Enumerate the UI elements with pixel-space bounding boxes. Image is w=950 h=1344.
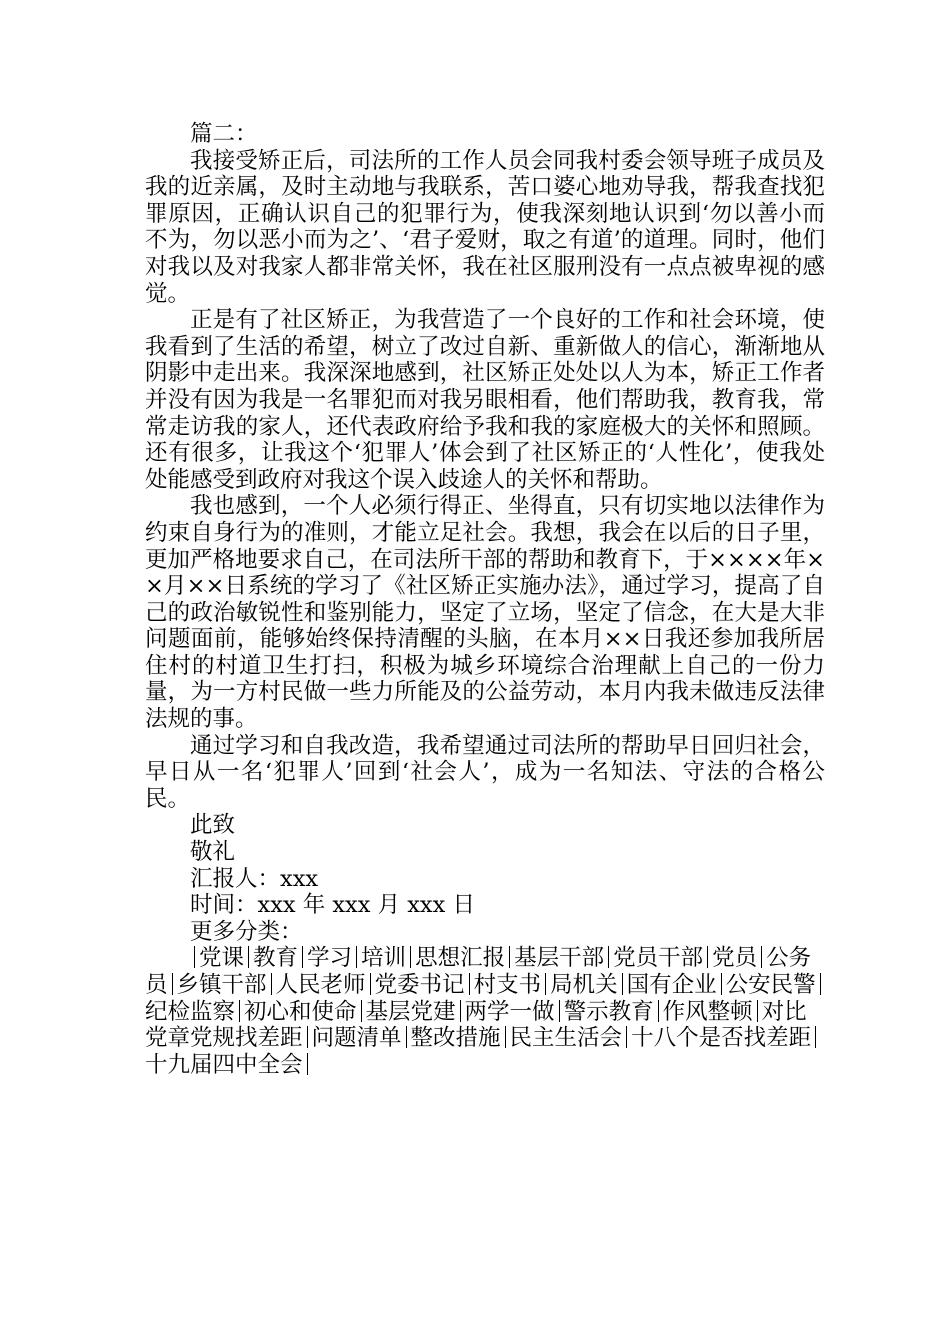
section-heading: 篇二： bbox=[190, 121, 258, 147]
closing-line-2: 敬礼 bbox=[190, 839, 236, 866]
category-separator bbox=[307, 1053, 308, 1075]
category-link[interactable]: 民主生活会 bbox=[509, 1025, 623, 1052]
category-separator bbox=[194, 946, 195, 968]
category-link[interactable]: 警示教育 bbox=[563, 998, 654, 1025]
category-separator bbox=[271, 973, 272, 995]
category-separator bbox=[469, 973, 470, 995]
category-link[interactable]: 基层干部 bbox=[514, 945, 605, 972]
category-link[interactable]: 党课 bbox=[199, 945, 245, 972]
category-link[interactable]: 党委书记 bbox=[374, 972, 465, 998]
category-link[interactable]: 问题清单 bbox=[311, 1025, 402, 1052]
category-link[interactable]: 纪检监察 bbox=[145, 998, 236, 1025]
category-separator bbox=[626, 1026, 627, 1048]
category-link[interactable]: 村支书 bbox=[473, 972, 542, 998]
category-separator bbox=[410, 946, 411, 968]
category-separator bbox=[248, 946, 249, 968]
category-separator bbox=[721, 973, 722, 995]
category-link[interactable]: 学习 bbox=[307, 945, 353, 972]
paragraph-3: 我也感到，一个人必须行得正、坐得直，只有切实地以法律作为约束自身行为的准则，才能立足社会。我想，我会在以后的日子里，更加严格地要求自己，在司法所干部的帮助和教育下，于××××年××月××日系统的学习了《社区矫正实施办法》，通过学习，提高了自己的政治敏锐性和鉴别能力，坚定了立场，坚定了信念，在大是大非问题面前，能够始终保持清醒的头脑，在本月××日我还参加我所居住村的村道卫生打扫，积极为城乡环境综合治理献上自己的一份力量，为一方村民做一些力所能及的公益劳动，本月内我未做违反法律法规的事。 bbox=[145, 493, 825, 733]
category-separator bbox=[820, 973, 821, 995]
category-separator bbox=[307, 1026, 308, 1048]
category-separator bbox=[370, 973, 371, 995]
category-link[interactable]: 人民老师 bbox=[275, 972, 366, 998]
more-categories-label: 更多分类： bbox=[190, 918, 303, 945]
category-link[interactable]: 思想汇报 bbox=[415, 945, 506, 972]
category-separator bbox=[302, 946, 303, 968]
category-link[interactable]: 国有企业 bbox=[626, 972, 717, 998]
category-separator bbox=[406, 1026, 407, 1048]
category-link[interactable]: 教育 bbox=[253, 945, 299, 972]
category-link[interactable]: 十八个是否找差距 bbox=[631, 1025, 812, 1052]
category-link[interactable]: 培训 bbox=[361, 945, 407, 972]
category-separator bbox=[815, 1026, 816, 1048]
category-link[interactable]: 党员干部 bbox=[613, 945, 704, 972]
paragraph-2: 正是有了社区矫正，为我营造了一个良好的工作和社会环境，使我看到了生活的希望，树立了改过自新、重新做人的信心，渐渐地从阴影中走出来。我深深地感到，社区矫正处处以人为本，矫正工作者并没有因为我是一名罪犯而对我另眼相看，他们帮助我，教育我，常常走访我的家人，还代表政府给予我和我的家庭极大的关怀和照顾。还有很多，让我这个‘犯罪人’体会到了社区矫正的‘人性化’，使我处处能感受到政府对我这个误入歧途人的关怀和帮助。 bbox=[145, 307, 825, 493]
category-link[interactable]: 乡镇干部 bbox=[176, 972, 267, 998]
category-link[interactable]: 基层党建 bbox=[365, 998, 456, 1025]
closing-line-1: 此致 bbox=[190, 812, 236, 839]
category-separator bbox=[361, 1000, 362, 1022]
category-link[interactable]: 初心和使命 bbox=[244, 998, 357, 1025]
category-link[interactable]: 整改措施 bbox=[410, 1025, 501, 1052]
category-link[interactable]: 局机关 bbox=[550, 972, 618, 998]
category-separator bbox=[505, 1026, 506, 1048]
category-separator bbox=[239, 1000, 240, 1022]
category-list bbox=[145, 945, 825, 1078]
category-link[interactable]: 作风整顿 bbox=[662, 998, 753, 1025]
category-separator bbox=[707, 946, 708, 968]
document-body bbox=[145, 121, 825, 1078]
category-separator bbox=[559, 1000, 560, 1022]
category-link[interactable]: 党员 bbox=[712, 945, 758, 972]
category-separator bbox=[658, 1000, 659, 1022]
date-line: 时间：xxx 年 xxx 月 xxx 日 bbox=[190, 892, 475, 919]
category-separator bbox=[460, 1000, 461, 1022]
category-link[interactable]: 公务员 bbox=[145, 945, 812, 998]
category-link[interactable]: 两学一做 bbox=[464, 998, 555, 1025]
category-link[interactable]: 公安民警 bbox=[725, 972, 816, 998]
category-separator bbox=[509, 946, 510, 968]
category-separator bbox=[545, 973, 546, 995]
category-separator bbox=[172, 973, 173, 995]
category-separator bbox=[622, 973, 623, 995]
category-link[interactable]: 十九届四中全会 bbox=[145, 1051, 303, 1078]
category-separator bbox=[356, 946, 357, 968]
paragraph-4: 通过学习和自我改造，我希望通过司法所的帮助早日回归社会，早日从一名‘犯罪人’回到‘社会人’，成为一名知法、守法的合格公民。 bbox=[145, 732, 825, 812]
paragraph-1: 我接受矫正后，司法所的工作人员会同我村委会领导班子成员及我的近亲属，及时主动地与我联系，苦口婆心地劝导我，帮我查找犯罪原因，正确认识自己的犯罪行为，使我深刻地认识到‘勿以善小而不为，勿以恶小而为之’、‘君子爱财，取之有道’的道理。同时，他们对我以及对我家人都非常关怀，我在社区服刑没有一点点被卑视的感觉。 bbox=[145, 147, 825, 307]
category-separator bbox=[608, 946, 609, 968]
category-link[interactable]: 对比党章党规找差距 bbox=[145, 998, 807, 1052]
category-separator bbox=[761, 946, 762, 968]
reporter-line: 汇报人：xxx bbox=[190, 865, 319, 892]
category-separator bbox=[757, 1000, 758, 1022]
